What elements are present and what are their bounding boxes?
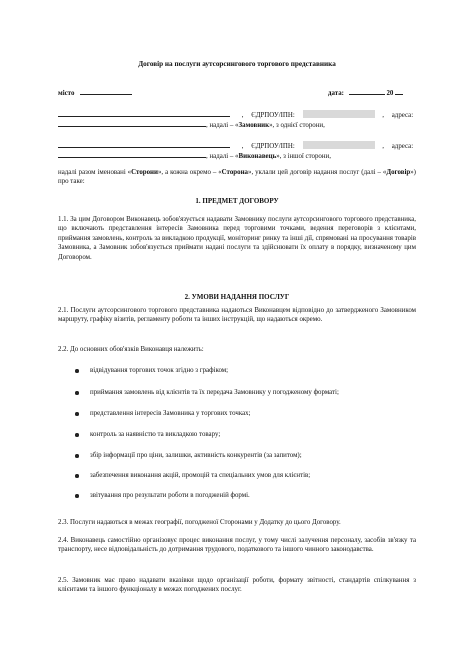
bullet-icon (75, 412, 79, 416)
year-prefix: 20 (386, 90, 394, 97)
year-blank[interactable] (395, 88, 403, 95)
customer-role: Замовник (238, 122, 270, 129)
list-item: відвідування торгових точок згідно з графіком; (75, 366, 415, 375)
date-field (328, 88, 403, 98)
clause-2-2: 2.2. До основних обов'язків Виконавця належить: (58, 346, 204, 353)
customer-address-label: адреса: (391, 112, 414, 119)
executor-line-2: , надалі – «Виконавець», з іншої сторони, (58, 151, 331, 161)
clause-2-4: 2.4. Виконавець самостійно організовує процес виконання послуг, у тому числі залучення персоналу, засобів зв'язку та транспорту, несе відповідальність до дотримання трудового, податкового та іншого чинного законодавства. (58, 537, 416, 554)
city-label: місто (58, 90, 75, 97)
executor-address-label: адреса: (391, 143, 414, 150)
customer-line-1: , ЄДРПОУ/ІПН: , адреса: (58, 110, 413, 120)
list-item: забезпечення виконання акцій, промоцій та спеціальних умов для клієнтів; (75, 471, 415, 480)
bullet-icon (75, 474, 79, 478)
date-label: дата: (328, 90, 344, 97)
bullet-icon (75, 433, 79, 437)
executor-name-blank[interactable] (58, 141, 230, 148)
list-item: збір інформації про ціни, залишки, активність конкурентів (за запитом); (75, 451, 415, 460)
list-item: представлення інтересів Замовника у торгових точках; (75, 409, 415, 418)
section-1-heading: 1. ПРЕДМЕТ ДОГОВОРУ (195, 197, 279, 205)
customer-edrpou-field[interactable] (303, 110, 375, 118)
executor-line-1: , ЄДРПОУ/ІПН: , адреса: (58, 141, 413, 151)
bullet-icon (75, 391, 79, 395)
customer-name-blank[interactable] (58, 110, 230, 117)
executor-role: Виконавець (238, 153, 277, 160)
clause-2-1: 2.1. Послуги аутсорсингового торгового представника надаються Виконавцем відповідно до затвердженого Замовником маршруту, графіку візитів, регламенту роботи та інших інструкцій, що надаються окремо. (58, 307, 416, 324)
customer-edrpou-label: ЄДРПОУ/ІПН: (251, 112, 295, 119)
bullet-icon (75, 369, 79, 373)
city-blank[interactable] (80, 88, 132, 95)
clause-1-1: 1.1. За цим Договором Виконавець зобов'язується надавати Замовнику послуги аутсорсингового торгового представника, що включають представлення інтересів Замовника перед торговими точками, ведення переговорів з клієнтами, приймання замовлень, контроль за викладкою продукції, моніторинг ринку та інші дії, спрямовані на просування товарів Замовника, а Замовник зобов'язується приймати надані послуги та здійснювати їх оплату в порядку, визначеному цим Договором. (58, 216, 416, 261)
section-2-heading: 2. УМОВИ НАДАННЯ ПОСЛУГ (184, 293, 290, 301)
clause-2-3: 2.3. Послуги надаються в межах географії, погодженої Сторонами у Додатку до цього Договору. (58, 519, 341, 526)
list-item: звітування про результати роботи в погодженій формі. (75, 491, 415, 500)
list-item: приймання замовлень від клієнтів та їх передача Замовнику у погодженому форматі; (75, 388, 415, 397)
bullet-icon (75, 454, 79, 458)
customer-line-2: , надалі – «Замовник», з однієї сторони, (58, 120, 325, 130)
executor-edrpou-label: ЄДРПОУ/ІПН: (251, 143, 295, 150)
bullet-icon (75, 494, 79, 498)
executor-address-blank[interactable] (58, 151, 206, 158)
document-title: Договір на послуги аутсорсингового торгового представника (138, 60, 336, 68)
customer-address-blank[interactable] (58, 120, 206, 127)
clause-2-5: 2.5. Замовник має право надавати вказівки щодо організації роботи, формату звітності, стандартів спілкування з клієнтами та іншого функціоналу в межах погоджених послуг. (58, 577, 416, 594)
city-field (58, 88, 132, 98)
intro-paragraph: надалі разом іменовані «Сторони», а кожна окремо – «Сторона», уклали цей договір надання послуг (далі – «Договір») про таке: (58, 169, 416, 186)
list-item: контроль за наявністю та викладкою товару; (75, 430, 415, 439)
executor-edrpou-field[interactable] (303, 141, 375, 149)
date-blank[interactable] (349, 88, 385, 95)
